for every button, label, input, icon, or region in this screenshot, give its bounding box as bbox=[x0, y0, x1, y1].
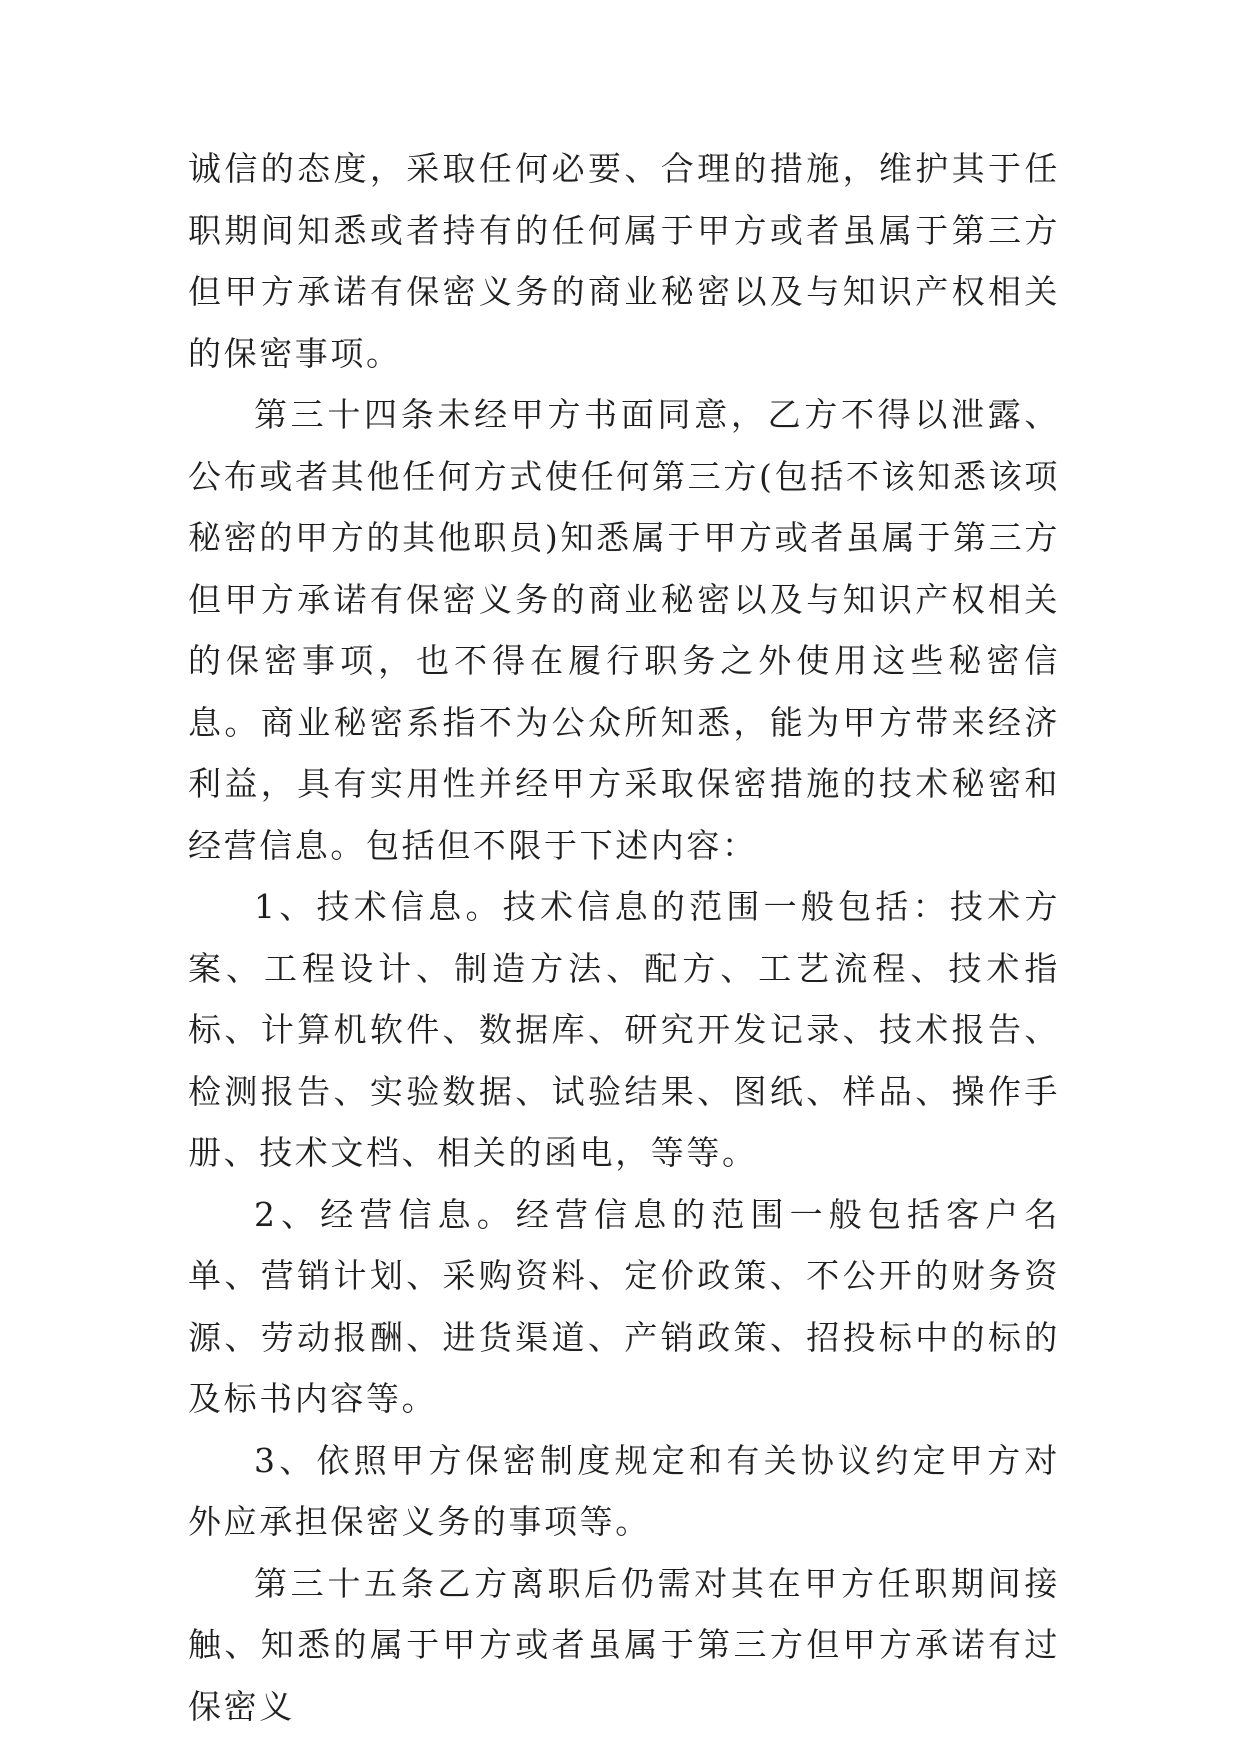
paragraph-business-info: 2、经营信息。经营信息的范围一般包括客户名单、营销计划、采购资料、定价政策、不公开的财务资源、劳动报酬、进货渠道、产销政策、招投标中的标的及标书内容等。 bbox=[188, 1194, 1060, 1418]
paragraph-technical-info: 1、技术信息。技术信息的范围一般包括：技术方案、工程设计、制造方法、配方、工艺流程、技术指标、计算机软件、数据库、研究开发记录、技术报告、检测报告、实验数据、试验结果、图纸、样品、操作手册、技术文档、相关的函电，等等。 bbox=[188, 887, 1060, 1172]
paragraph-article-35: 第三十五条乙方离职后仍需对其在甲方任职期间接触、知悉的属于甲方或者虽属于第三方但甲方承诺有过保密义 bbox=[188, 1563, 1060, 1726]
document-body bbox=[188, 138, 1060, 1737]
paragraph-article-34: 第三十四条未经甲方书面同意，乙方不得以泄露、公布或者其他任何方式使任何第三方(包括不该知悉该项秘密的甲方的其他职员)知悉属于甲方或者虽属于第三方但甲方承诺有保密义务的商业秘密以及与知识产权相关的保密事项，也不得在履行职务之外使用这些秘密信息。商业秘密系指不为公众所知悉，能为甲方带来经济利益，具有实用性并经甲方采取保密措施的技术秘密和经营信息。包括但不限于下述内容： bbox=[188, 395, 1060, 865]
paragraph-other-obligations: 3、依照甲方保密制度规定和有关协议约定甲方对外应承担保密义务的事项等。 bbox=[188, 1440, 1060, 1541]
paragraph-continuation: 诚信的态度，采取任何必要、合理的措施，维护其于任职期间知悉或者持有的任何属于甲方或者虽属于第三方但甲方承诺有保密义务的商业秘密以及与知识产权相关的保密事项。 bbox=[188, 149, 1060, 373]
